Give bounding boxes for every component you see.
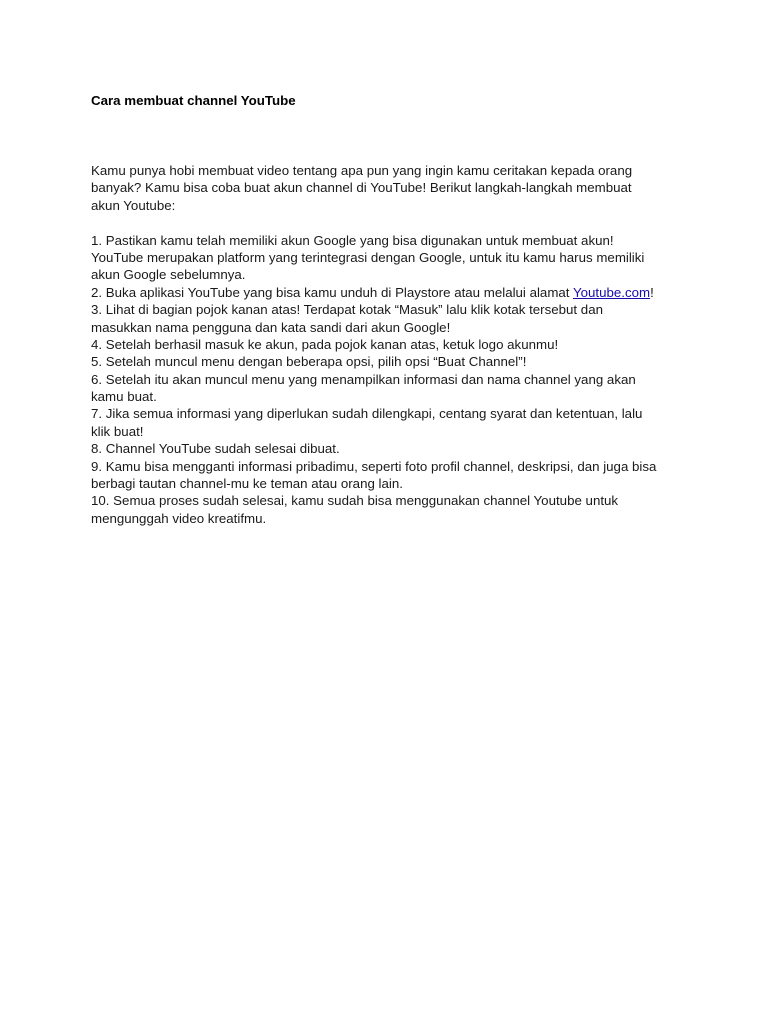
step-line: klik buat!	[91, 423, 144, 439]
step-line: 1. Pastikan kamu telah memiliki akun Google yang bisa digunakan untuk membuat akun!	[91, 232, 614, 248]
intro-line: banyak? Kamu bisa coba buat akun channel di YouTube! Berikut langkah-langkah membuat	[91, 180, 632, 196]
step-line: YouTube merupakan platform yang terintegrasi dengan Google, untuk itu kamu harus memiliki	[91, 249, 645, 265]
step-line: mengunggah video kreatifmu.	[91, 510, 267, 526]
step-5: 5. Setelah muncul menu dengan beberapa opsi, pilih opsi “Buat Channel”!	[91, 354, 527, 370]
step-line: 7. Jika semua informasi yang diperlukan sudah dilengkapi, centang syarat dan ketentuan, lalu	[91, 406, 643, 422]
step-line: berbagi tautan channel-mu ke teman atau orang lain.	[91, 476, 403, 492]
step-2-end: !	[650, 284, 654, 300]
step-8: 8. Channel YouTube sudah selesai dibuat.	[91, 441, 340, 457]
step-line: masukkan nama pengguna dan kata sandi dari akun Google!	[91, 319, 451, 335]
step-4: 4. Setelah berhasil masuk ke akun, pada pojok kanan atas, ketuk logo akunmu!	[91, 336, 559, 352]
step-line: kamu buat.	[91, 389, 157, 405]
paragraph-spacer	[91, 214, 691, 231]
step-7	[91, 405, 691, 440]
step-line: 9. Kamu bisa mengganti informasi pribadimu, seperti foto profil channel, deskripsi, dan juga bisa	[91, 458, 657, 474]
step-2	[91, 284, 691, 301]
step-2-text: 2. Buka aplikasi YouTube yang bisa kamu unduh di Playstore atau melalui alamat	[91, 284, 573, 300]
step-line: 10. Semua proses sudah selesai, kamu sudah bisa menggunakan channel Youtube untuk	[91, 493, 619, 509]
step-1	[91, 232, 691, 284]
steps-list	[91, 232, 691, 528]
step-9	[91, 458, 691, 493]
youtube-link[interactable]: Youtube.com	[572, 284, 651, 300]
document-title: Cara membuat channel YouTube	[91, 93, 296, 108]
intro-line: Kamu punya hobi membuat video tentang apa pun yang ingin kamu ceritakan kepada orang	[91, 163, 633, 178]
step-line: 3. Lihat di bagian pojok kanan atas! Terdapat kotak “Masuk” lalu klik kotak tersebut dan	[91, 302, 603, 318]
step-line: 6. Setelah itu akan muncul menu yang menampilkan informasi dan nama channel yang akan	[91, 371, 636, 387]
intro-paragraph	[91, 162, 691, 214]
step-3	[91, 301, 691, 336]
step-10	[91, 492, 691, 527]
intro-line: akun Youtube:	[91, 197, 176, 213]
step-line: akun Google sebelumnya.	[91, 267, 246, 283]
document-body	[91, 162, 691, 527]
step-6	[91, 371, 691, 406]
